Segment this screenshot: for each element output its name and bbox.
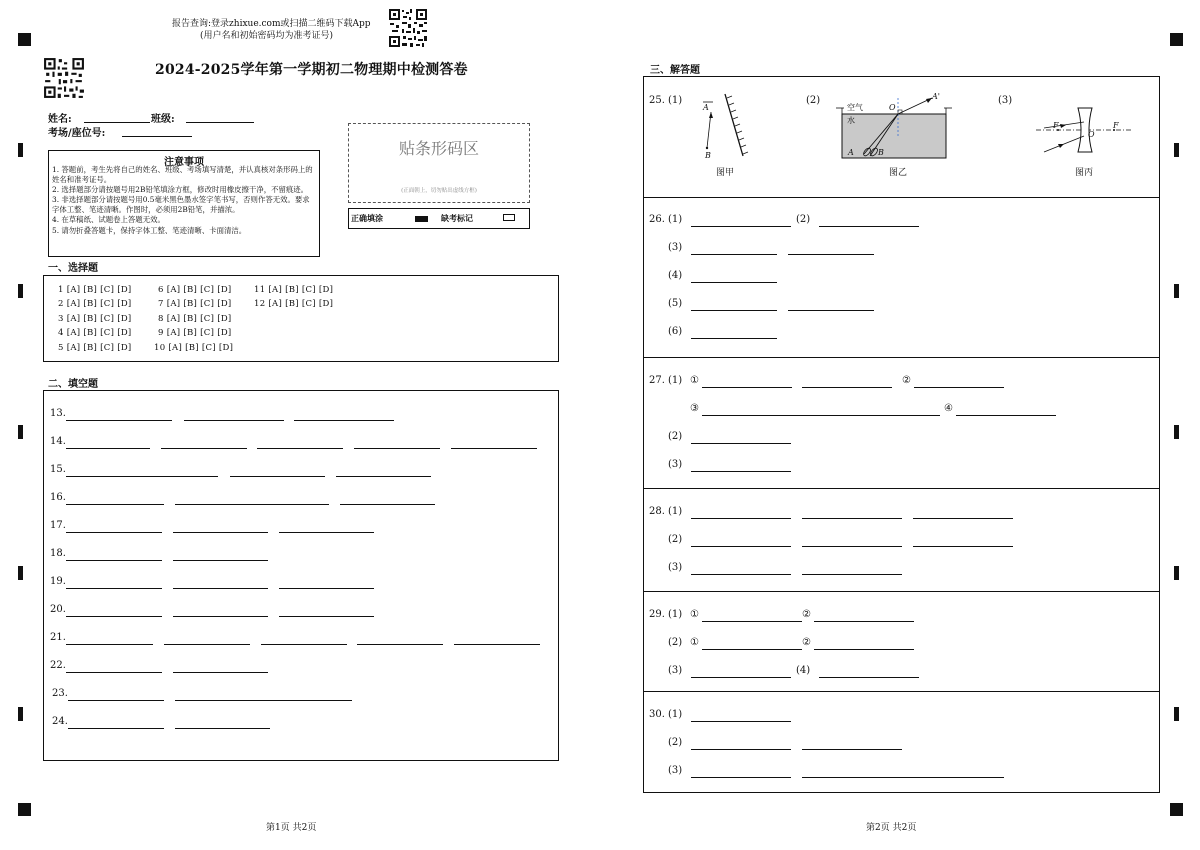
point-B-label: B	[705, 151, 711, 160]
part-label: (3)	[668, 459, 683, 470]
part-label: (2)	[668, 431, 683, 442]
part-label: (1)	[668, 609, 683, 620]
water-label: 水	[847, 116, 855, 125]
answer-line[interactable]	[814, 649, 914, 650]
answer-line[interactable]	[691, 282, 777, 283]
fill-answer-line[interactable]	[175, 700, 352, 701]
answer-line[interactable]	[691, 721, 791, 722]
answer-line[interactable]	[788, 310, 874, 311]
fill-question-number: 17.	[50, 520, 66, 531]
fill-question-number: 21.	[50, 632, 66, 643]
side-mark	[1174, 707, 1179, 721]
correct-fill-label: 正确填涂	[351, 213, 383, 223]
answer-line[interactable]	[691, 310, 777, 311]
fill-answer-line[interactable]	[66, 588, 162, 589]
fill-question-number: 20.	[50, 604, 66, 615]
answer-line[interactable]	[691, 574, 791, 575]
fill-answer-line[interactable]	[336, 476, 431, 477]
fill-answer-line[interactable]	[66, 532, 162, 533]
fill-answer-line[interactable]	[68, 700, 164, 701]
fill-answer-line[interactable]	[173, 560, 268, 561]
part-label: (3)	[668, 242, 683, 253]
barcode-hint: (正面朝上，切勿贴出虚线方框)	[401, 188, 477, 194]
answer-line[interactable]	[702, 649, 802, 650]
choice-question[interactable]: 3 [A] [B] [C] [D]	[58, 314, 132, 324]
notice-item: 4. 在草稿纸、试题卷上答题无效。	[52, 215, 165, 225]
answer-line[interactable]	[913, 518, 1013, 519]
answer-line[interactable]	[913, 546, 1013, 547]
qr-code-icon[interactable]	[43, 57, 85, 99]
focus-F-label: F	[1113, 121, 1119, 130]
side-mark	[1174, 425, 1179, 439]
part-label: (1)	[668, 709, 683, 720]
page-footer: 第2页 共2页	[866, 823, 917, 833]
choice-question[interactable]: 11 [A] [B] [C] [D]	[254, 285, 334, 295]
section-divider	[643, 357, 1160, 358]
fill-answer-line[interactable]	[173, 532, 268, 533]
fill-answer-line[interactable]	[66, 616, 162, 617]
side-mark	[18, 707, 23, 721]
notice-item: 2. 选择题部分请按题号用2B铅笔填涂方框，修改时用橡皮擦干净，不留痕迹。	[52, 185, 309, 195]
answer-line[interactable]	[702, 621, 802, 622]
fill-answer-line[interactable]	[66, 448, 150, 449]
circled-label: ①	[690, 637, 699, 648]
circled-label: ①	[690, 609, 699, 620]
figure-caption: 图甲	[716, 168, 735, 178]
part-label: (3)	[668, 665, 683, 676]
report-query-note: (用户名和初始密码均为准考证号)	[200, 31, 334, 41]
choice-question[interactable]: 7 [A] [B] [C] [D]	[158, 299, 232, 309]
circled-label: ②	[802, 637, 811, 648]
notice-title: 注意事项	[164, 157, 204, 168]
answer-line[interactable]	[802, 518, 902, 519]
question-number: 30.	[649, 709, 665, 720]
page-footer: 第1页 共2页	[266, 823, 317, 833]
fill-question-number: 22.	[50, 660, 66, 671]
fill-answer-line[interactable]	[279, 532, 374, 533]
question-number: 25.	[649, 95, 665, 106]
answer-line[interactable]	[802, 387, 892, 388]
corner-mark	[1170, 803, 1183, 816]
side-mark	[18, 425, 23, 439]
exam-room-field[interactable]	[122, 136, 192, 137]
answer-line[interactable]	[691, 471, 791, 472]
part-label: (2)	[668, 534, 683, 545]
section-divider	[643, 591, 1160, 592]
answer-line[interactable]	[691, 677, 791, 678]
fill-question-number: 16.	[50, 492, 66, 503]
choice-question[interactable]: 2 [A] [B] [C] [D]	[58, 299, 132, 309]
fill-answer-line[interactable]	[279, 588, 374, 589]
fill-box	[43, 390, 559, 761]
answer-line[interactable]	[802, 749, 902, 750]
focus-F-label: F	[1053, 121, 1059, 130]
fill-answer-line[interactable]	[354, 448, 440, 449]
corner-mark	[1170, 33, 1183, 46]
circled-label: ③	[690, 403, 699, 414]
answer-line[interactable]	[691, 749, 791, 750]
lens-diagram[interactable]	[1036, 106, 1136, 160]
answer-line[interactable]	[702, 415, 940, 416]
fill-legend	[348, 208, 530, 229]
answer-line[interactable]	[691, 546, 791, 547]
answer-line[interactable]	[691, 338, 777, 339]
circled-label: ④	[944, 403, 953, 414]
section-divider	[643, 197, 1160, 198]
fill-answer-line[interactable]	[173, 588, 268, 589]
solve-box	[643, 76, 1160, 793]
fill-answer-line[interactable]	[66, 504, 164, 505]
point-B-label: B	[878, 148, 884, 157]
fill-answer-line[interactable]	[66, 420, 172, 421]
barcode-title: 贴条形码区	[398, 139, 479, 158]
corner-mark	[18, 33, 31, 46]
question-number: 29.	[649, 609, 665, 620]
class-field[interactable]	[186, 122, 254, 123]
page-title: 2024-2025学年第一学期初二物理期中检测答卷	[155, 62, 468, 78]
answer-line[interactable]	[691, 226, 791, 227]
answer-line[interactable]	[691, 443, 791, 444]
fill-answer-line[interactable]	[279, 616, 374, 617]
side-mark	[1174, 143, 1179, 157]
question-number: 27.	[649, 375, 665, 386]
fill-answer-line[interactable]	[357, 644, 443, 645]
answer-line[interactable]	[691, 254, 777, 255]
part-label: (5)	[668, 298, 683, 309]
fill-answer-line[interactable]	[340, 504, 435, 505]
fill-answer-line[interactable]	[261, 644, 347, 645]
point-O-label: O	[889, 103, 896, 112]
answer-line[interactable]	[691, 518, 791, 519]
part-label: (4)	[796, 665, 811, 676]
side-mark	[18, 143, 23, 157]
notice-item: 5. 请勿折叠答题卡，保持字体工整、笔迹清晰、卡面清洁。	[52, 225, 247, 235]
side-mark	[18, 566, 23, 580]
fill-question-number: 13.	[50, 408, 66, 419]
answer-line[interactable]	[691, 777, 791, 778]
part-label: (3)	[668, 765, 683, 776]
choice-question[interactable]: 1 [A] [B] [C] [D]	[58, 285, 132, 295]
fill-answer-line[interactable]	[184, 420, 284, 421]
absent-mark-label: 缺考标记	[441, 213, 473, 223]
notice-list	[52, 165, 315, 236]
choice-question[interactable]: 4 [A] [B] [C] [D]	[58, 328, 132, 338]
part-label: (2)	[796, 214, 811, 225]
section-fill-title: 二、填空题	[48, 379, 98, 390]
part-label: (3)	[668, 562, 683, 573]
point-A-label: A	[848, 148, 854, 157]
fill-question-number: 14.	[50, 436, 66, 447]
answer-line[interactable]	[814, 621, 914, 622]
fill-question-number: 19.	[50, 576, 66, 587]
answer-line[interactable]	[802, 777, 1004, 778]
side-mark	[1174, 284, 1179, 298]
part-label: (2)	[668, 637, 683, 648]
notice-box	[48, 150, 320, 257]
notice-item: 1. 答题前，考生先将自己的姓名、班级、考场填写清楚，并认真核对条形码上的姓名和准考证号。	[52, 165, 313, 185]
corner-mark	[18, 803, 31, 816]
circled-label: ①	[690, 375, 699, 386]
circled-label: ②	[902, 375, 911, 386]
fill-question-number: 24.	[52, 716, 68, 727]
fill-answer-line[interactable]	[68, 728, 164, 729]
section-divider	[643, 488, 1160, 489]
fill-answer-line[interactable]	[451, 448, 537, 449]
choice-question[interactable]: 8 [A] [B] [C] [D]	[158, 314, 232, 324]
part-label: (1)	[668, 506, 683, 517]
part-label: (2)	[668, 737, 683, 748]
section-divider	[643, 691, 1160, 692]
circled-label: ②	[802, 609, 811, 620]
choice-question[interactable]: 9 [A] [B] [C] [D]	[158, 328, 232, 338]
class-label: 班级:	[151, 114, 175, 125]
part-label: (1)	[668, 95, 683, 106]
fill-answer-line[interactable]	[257, 448, 343, 449]
answer-line[interactable]	[802, 574, 902, 575]
fill-answer-line[interactable]	[66, 560, 162, 561]
point-A-label: A	[703, 103, 709, 112]
part-label: (1)	[668, 214, 683, 225]
side-mark	[1174, 566, 1179, 580]
notice-item: 3. 非选择题部分请按题号用0.5毫米黑色墨水签字笔书写，否则作答无效。要求字体工整、笔迹清晰。作图时，必须用2B铅笔，并描浓。	[52, 195, 310, 215]
fill-answer-line[interactable]	[294, 420, 394, 421]
name-field[interactable]	[84, 122, 150, 123]
answer-line[interactable]	[802, 546, 902, 547]
fill-answer-line[interactable]	[175, 728, 270, 729]
fill-answer-line[interactable]	[66, 644, 153, 645]
part-label: (4)	[668, 270, 683, 281]
qr-code-icon[interactable]	[388, 8, 428, 48]
fill-answer-line[interactable]	[164, 644, 250, 645]
fill-question-number: 15.	[50, 464, 66, 475]
side-mark	[18, 284, 23, 298]
fill-answer-line[interactable]	[161, 448, 247, 449]
part-label: (2)	[806, 95, 821, 106]
fill-question-number: 18.	[50, 548, 66, 559]
answer-line[interactable]	[788, 254, 874, 255]
question-number: 26.	[649, 214, 665, 225]
choice-question[interactable]: 6 [A] [B] [C] [D]	[158, 285, 232, 295]
part-label: (3)	[998, 95, 1013, 106]
point-O-label: O	[1088, 130, 1095, 139]
figure-caption: 图乙	[889, 168, 908, 178]
answer-line[interactable]	[819, 226, 919, 227]
part-label: (6)	[668, 326, 683, 337]
section-choice-title: 一、选择题	[48, 263, 98, 274]
question-number: 28.	[649, 506, 665, 517]
answer-line[interactable]	[914, 387, 1004, 388]
point-A-prime-label: A'	[932, 92, 940, 101]
air-label: 空气	[847, 103, 863, 112]
report-query-line: 报告查询:登录zhixue.com或扫描二维码下载App	[172, 19, 371, 29]
figure-caption: 图丙	[1075, 168, 1094, 178]
barcode-area	[348, 123, 530, 203]
fill-answer-line[interactable]	[66, 476, 218, 477]
correct-fill-swatch	[415, 216, 428, 222]
choice-question[interactable]: 12 [A] [B] [C] [D]	[254, 299, 334, 309]
name-label: 姓名:	[48, 114, 72, 125]
choice-question[interactable]: 5 [A] [B] [C] [D]	[58, 343, 132, 353]
fill-answer-line[interactable]	[66, 672, 162, 673]
absent-mark-checkbox[interactable]	[503, 214, 515, 221]
part-label: (1)	[668, 375, 683, 386]
fill-answer-line[interactable]	[230, 476, 325, 477]
choice-question[interactable]: 10 [A] [B] [C] [D]	[154, 343, 234, 353]
section-solve-title: 三、解答题	[650, 65, 700, 76]
fill-answer-line[interactable]	[173, 616, 268, 617]
answer-line[interactable]	[702, 387, 792, 388]
fill-question-number: 23.	[52, 688, 68, 699]
fill-answer-line[interactable]	[173, 672, 268, 673]
answer-line[interactable]	[956, 415, 1056, 416]
answer-line[interactable]	[819, 677, 919, 678]
exam-room-label: 考场/座位号:	[48, 128, 106, 139]
fill-answer-line[interactable]	[454, 644, 540, 645]
fill-answer-line[interactable]	[175, 504, 329, 505]
